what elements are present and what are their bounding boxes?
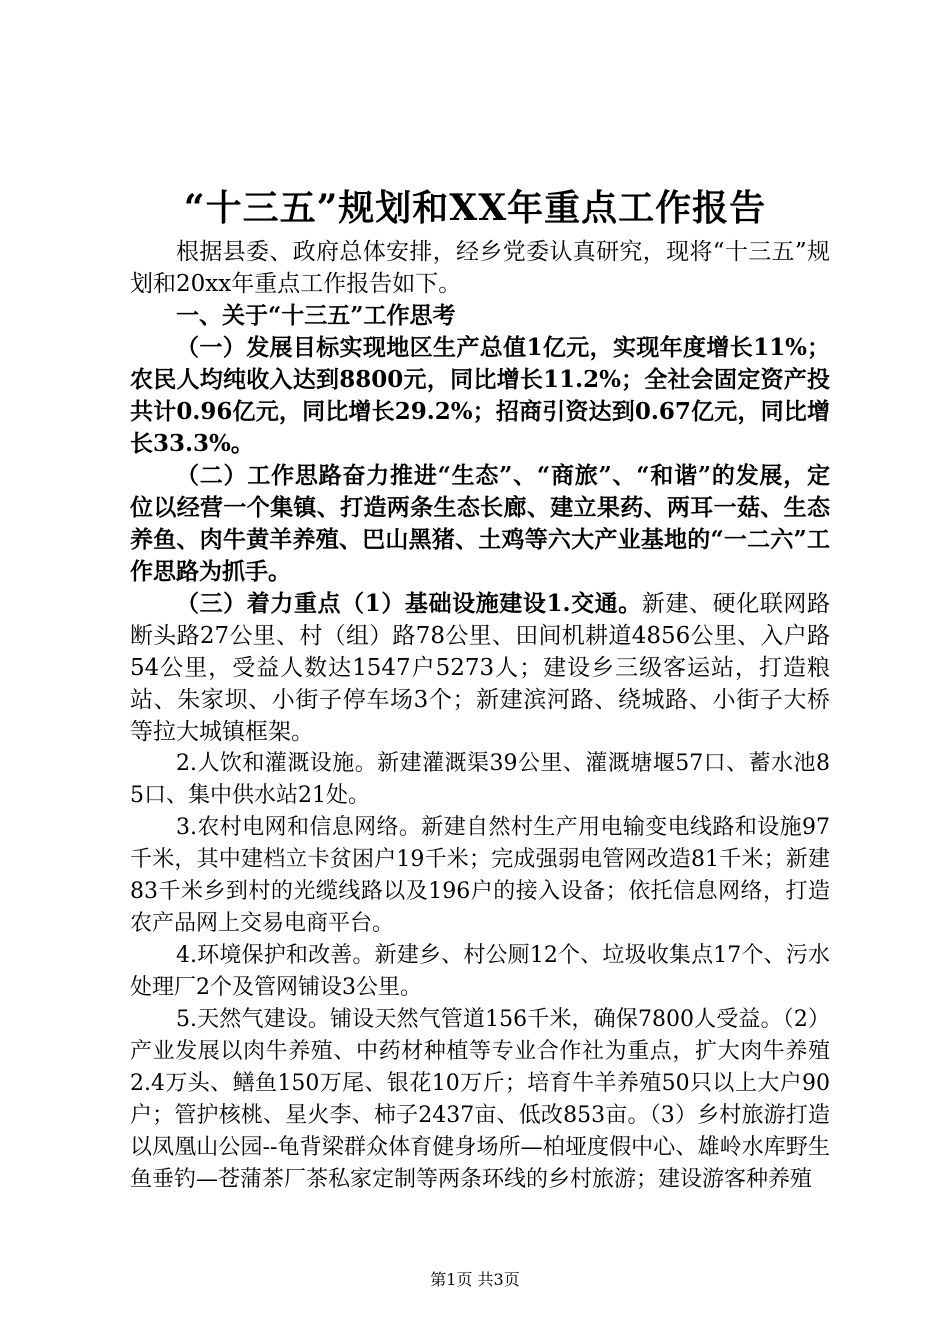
gas-industry-tourism-paragraph: 5.天然气建设。铺设天然气管道156千米，确保7800人受益。（2）产业发展以肉牛养殖、中药材种植等专业合作社为重点，扩大肉牛养殖2.4万头、鳝鱼150万尾、银花10万斤；培育牛羊养殖50只以上大户90户；管护核桃、星火李、柿子2437亩、低改853亩。（3）乡村旅游打造以凤凰山公园--龟背梁群众体育健身场所—柏垭度假中心、雄岭水库野生鱼垂钓—苍蒲茶厂茶私家定制等两条环线的乡村旅游；建设游客种养殖 bbox=[130, 1007, 830, 1192]
section-heading: 一、关于“十三五”工作思考 bbox=[176, 302, 456, 329]
focus-paragraph bbox=[130, 588, 830, 748]
irrigation-paragraph: 2.人饮和灌溉设施。新建灌溉渠39公里、灌溉塘堰57口、蓄水池85口、集中供水站21处。 bbox=[130, 751, 830, 808]
approach-paragraph: （二）工作思路奋力推进“生态”、“商旅”、“和谐”的发展，定位以经营一个集镇、打造两条生态长廊、建立果药、两耳一菇、生态养鱼、肉牛黄羊养殖、巴山黑猪、土鸡等六大产业基地的“一二六”工作思路为抓手。 bbox=[130, 462, 830, 585]
goals-paragraph: （一）发展目标实现地区生产总值1亿元，实现年度增长11%；农民人均纯收入达到8800元，同比增长11.2%；全社会固定资产投共计0.96亿元，同比增长29.2%；招商引资达到0.67亿元，同比增长33.3%。 bbox=[130, 334, 830, 457]
environment-paragraph: 4.环境保护和改善。新建乡、村公厕12个、垃圾收集点17个、污水处理厂2个及管网铺设3公里。 bbox=[130, 943, 830, 1000]
page-footer: 第1页 共3页 bbox=[430, 1270, 520, 1289]
focus-text: 新建、硬化联网路断头路27公里、村（组）路78公里、田间机耕道4856公里、入户路54公里，受益人数达1547户5273人；建设乡三级客运站，打造粮站、朱家坝、小街子停车场3个；新建滨河路、绕城路、小街子大桥等拉大城镇框架。 bbox=[130, 591, 831, 745]
intro-paragraph: 根据县委、政府总体安排，经乡党委认真研究，现将“十三五”规划和20xx年重点工作报告如下。 bbox=[130, 239, 830, 297]
focus-lead: （三）着力重点（1）基础设施建设1.交通。 bbox=[176, 590, 642, 617]
grid-network-paragraph: 3.农村电网和信息网络。新建自然村生产用电输变电线路和设施97千米，其中建档立卡贫困户19千米；完成强弱电管网改造81千米；新建83千米乡到村的光缆线路以及196户的接入设备；依托信息网络，打造农产品网上交易电商平台。 bbox=[130, 815, 830, 936]
document-body bbox=[130, 236, 830, 1196]
document-title: “十三五”规划和XX年重点工作报告 bbox=[183, 187, 767, 229]
